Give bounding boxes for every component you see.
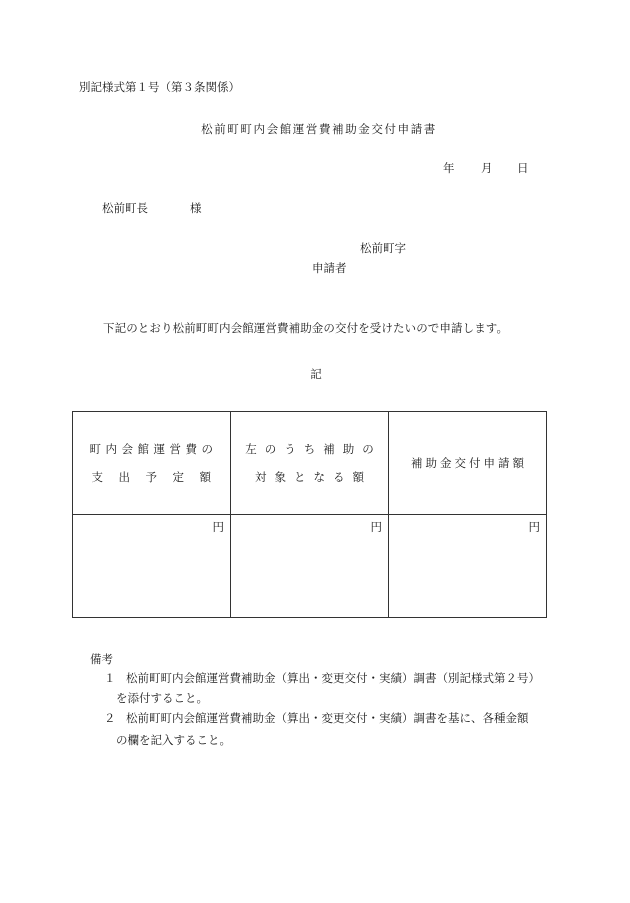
- applicant-label: 申請者: [312, 261, 347, 275]
- planned-expenditure-field[interactable]: [73, 515, 231, 618]
- header-cell-line: 左のうち補助の: [245, 442, 382, 456]
- remark-number: ２: [104, 711, 116, 725]
- addressee-name: 松前町長: [102, 201, 148, 215]
- remark-item-1-continuation: を添付すること。: [116, 691, 208, 705]
- table-header-row: [73, 412, 547, 515]
- applicant-address: 松前町字: [360, 241, 406, 255]
- table-value-row: [73, 515, 547, 618]
- requested-amount-field[interactable]: [389, 515, 547, 618]
- date-year-label: 年: [443, 161, 455, 175]
- eligible-amount-field[interactable]: [231, 515, 389, 618]
- document-title: 松前町町内会館運営費補助金交付申請書: [201, 122, 437, 136]
- remark-text: 松前町町内会館運営費補助金（算出・変更交付・実績）調書（別記様式第２号）: [126, 671, 540, 685]
- header-cell-line: 町内会館運営費の: [89, 442, 218, 456]
- date-month-label: 月: [481, 161, 493, 175]
- header-cell-planned-expenditure: [73, 412, 231, 515]
- ki-heading: 記: [310, 367, 322, 381]
- header-cell-requested-amount: [389, 412, 547, 515]
- remark-item-2: [104, 713, 529, 725]
- remarks-title: 備考: [90, 652, 113, 666]
- yen-unit-label: 円: [528, 520, 540, 534]
- remark-item-1: [104, 673, 540, 685]
- remark-number: １: [104, 671, 116, 685]
- yen-unit-label: 円: [370, 520, 382, 534]
- header-cell-eligible-amount: [231, 412, 389, 515]
- header-cell-line: 対象となる額: [255, 470, 372, 484]
- header-cell-line: 補助金交付申請額: [411, 456, 527, 470]
- yen-unit-label: 円: [212, 520, 224, 534]
- addressee-honorific: 様: [190, 201, 202, 215]
- application-statement: 下記のとおり松前町町内会館運営費補助金の交付を受けたいので申請します。: [103, 321, 509, 335]
- date-day-label: 日: [517, 161, 529, 175]
- header-cell-line: 支出予定額: [91, 470, 227, 484]
- form-number: 別記様式第１号（第３条関係）: [79, 80, 240, 94]
- remark-text: 松前町町内会館運営費補助金（算出・変更交付・実績）調書を基に、各種金額: [126, 711, 529, 725]
- grant-application-table: [72, 411, 547, 618]
- remark-item-2-continuation: の欄を記入すること。: [116, 733, 231, 747]
